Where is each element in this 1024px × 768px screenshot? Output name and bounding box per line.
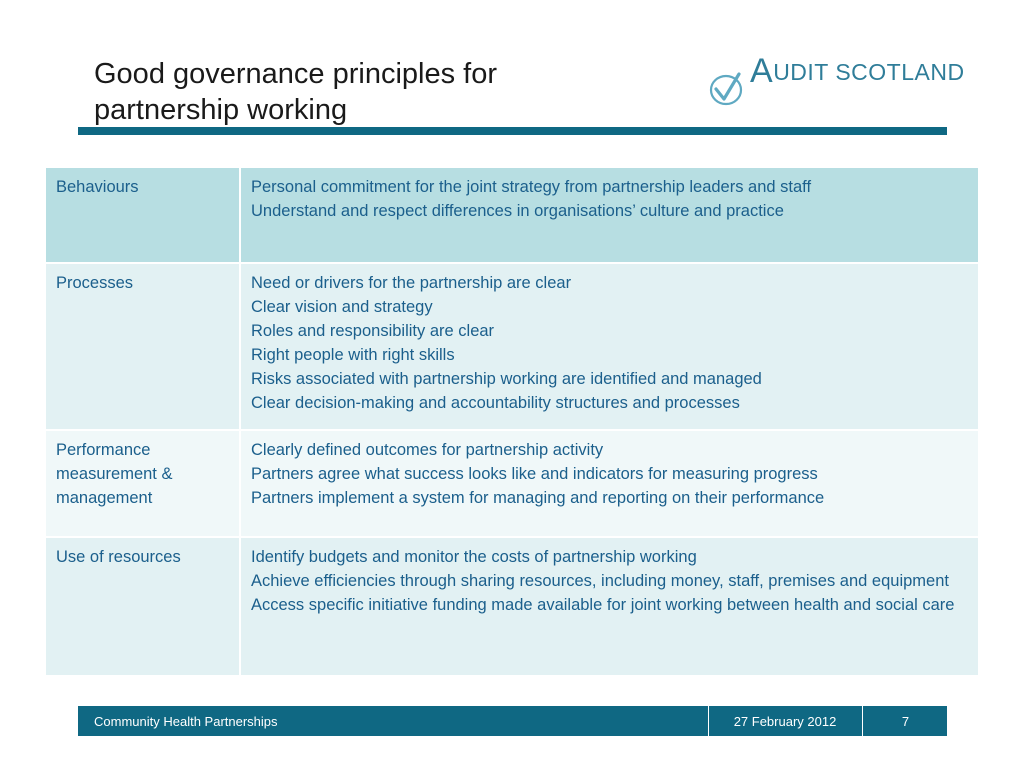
footer-page-number: 7 bbox=[901, 714, 910, 729]
principle-item: Identify budgets and monitor the costs of partnership working bbox=[251, 548, 697, 566]
table-row bbox=[45, 167, 979, 263]
logo-rest: UDIT SCOTLAND bbox=[773, 59, 965, 85]
principle-item: Clearly defined outcomes for partnership activity bbox=[251, 441, 604, 459]
category-cell: Use of resources bbox=[45, 537, 240, 676]
footer-divider bbox=[708, 706, 709, 736]
principle-item: Personal commitment for the joint strategy from partnership leaders and staff bbox=[251, 178, 812, 196]
principle-item: Risks associated with partnership working are identified and managed bbox=[251, 370, 762, 388]
footer-presentation-title: Community Health Partnerships bbox=[94, 714, 278, 729]
principles-cell bbox=[240, 263, 979, 430]
table-row bbox=[45, 263, 979, 430]
logo-initial: A bbox=[750, 52, 774, 90]
footer-bar bbox=[78, 706, 947, 736]
principle-item: Partners agree what success looks like and indicators for measuring progress bbox=[251, 465, 818, 483]
logo-wordmark bbox=[750, 52, 965, 91]
principle-item: Partners implement a system for managing and reporting on their performance bbox=[251, 489, 825, 507]
principle-item: Understand and respect differences in organisations’ culture and practice bbox=[251, 202, 784, 220]
principles-cell bbox=[240, 430, 979, 537]
principle-item: Clear decision-making and accountability structures and processes bbox=[251, 394, 740, 412]
audit-scotland-logo bbox=[706, 50, 965, 110]
category-cell: Behaviours bbox=[45, 167, 240, 263]
governance-principles-table bbox=[44, 166, 980, 677]
category-cell: Performance measurement & management bbox=[45, 430, 240, 537]
category-cell: Processes bbox=[45, 263, 240, 430]
title-underline-bar bbox=[78, 127, 947, 135]
principle-item: Clear vision and strategy bbox=[251, 298, 433, 316]
principle-item: Roles and responsibility are clear bbox=[251, 322, 495, 340]
principle-item: Achieve efficiencies through sharing resources, including money, staff, premises and equipment bbox=[251, 572, 949, 590]
principles-cell bbox=[240, 167, 979, 263]
footer-divider bbox=[862, 706, 863, 736]
table-row bbox=[45, 430, 979, 537]
table-row bbox=[45, 537, 979, 676]
principle-item: Right people with right skills bbox=[251, 346, 455, 364]
footer-date: 27 February 2012 bbox=[733, 714, 837, 729]
principles-cell bbox=[240, 537, 979, 676]
principle-item: Need or drivers for the partnership are clear bbox=[251, 274, 572, 292]
slide-title: Good governance principles for partnership working bbox=[94, 58, 498, 126]
principle-item: Access specific initiative funding made available for joint working between health and social care bbox=[251, 596, 955, 614]
